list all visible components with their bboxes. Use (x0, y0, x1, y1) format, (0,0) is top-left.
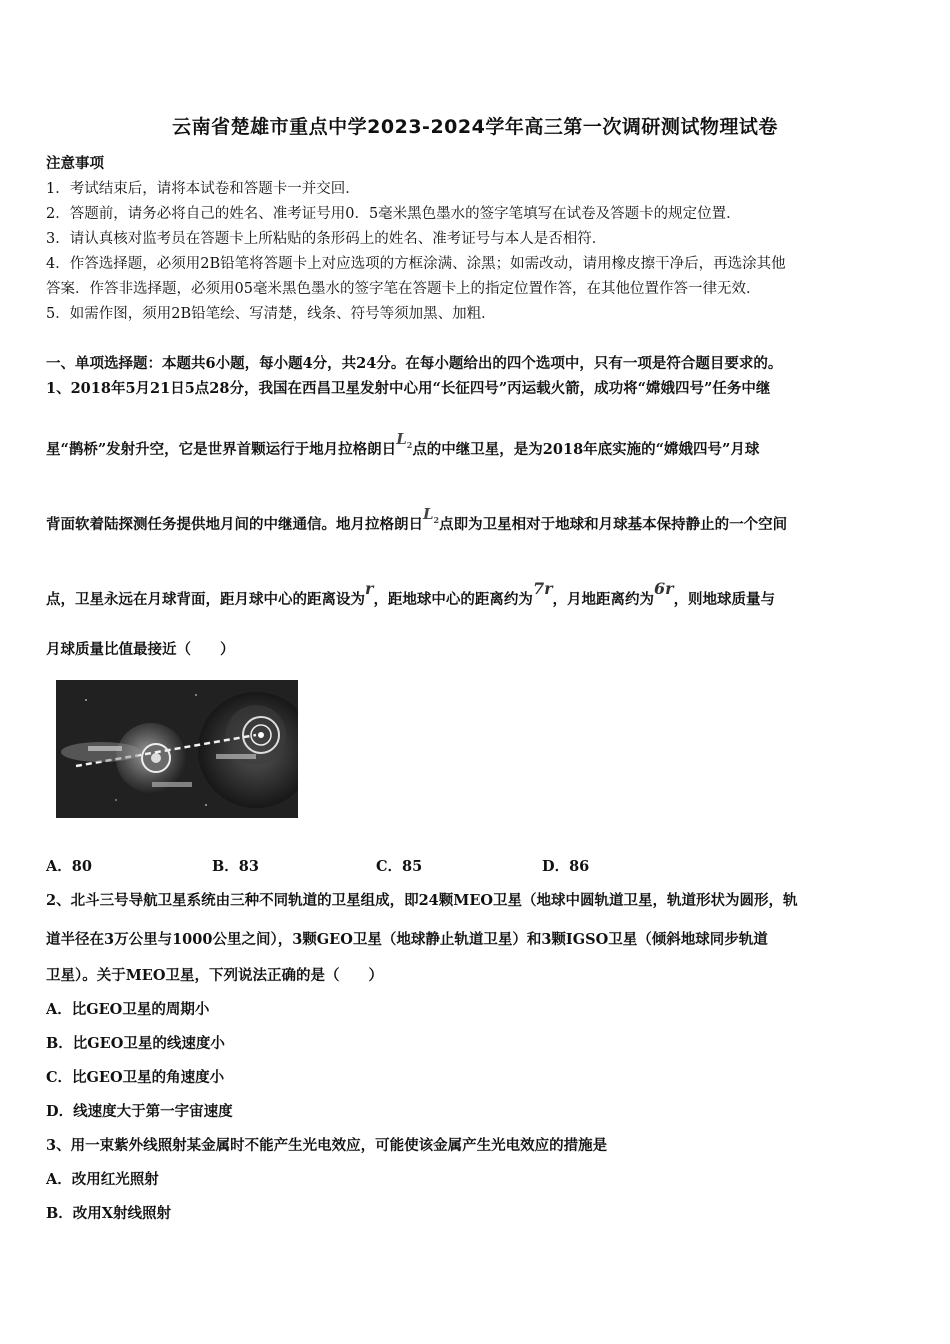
option-c[interactable]: C．85 (376, 858, 423, 875)
q1-text: 点，卫星永远在月球背面，距月球中心的距离设为r，距地球中心的距离约为7r，月地距离约为6r，则地球质量与 (46, 579, 776, 608)
notice-item: 4．作答选择题，必须用2B铅笔将答题卡上对应选项的方框涂满、涂黑；如需改动，请用橡皮擦干净后，再选涂其他 (46, 256, 786, 272)
notice-item: 3．请认真核对监考员在答题卡上所粘贴的条形码上的姓名、准考证号与本人是否相符． (46, 231, 607, 247)
option-b[interactable]: B．改用X射线照射 (46, 1205, 172, 1222)
exam-title: 云南省楚雄市重点中学2023-2024学年高三第一次调研测试物理试卷 (172, 116, 778, 138)
option-c[interactable]: C．比GEO卫星的角速度小 (46, 1069, 225, 1086)
option-a[interactable]: A．80 (46, 858, 92, 875)
option-b[interactable]: B．比GEO卫星的线速度小 (46, 1035, 225, 1052)
option-a[interactable]: A．比GEO卫星的周期小 (46, 1001, 210, 1018)
lagrange-symbol: $L_2$ (423, 505, 440, 525)
q2-text: 道半径在3万公里与1000公里之间），3颗GEO卫星（地球静止轨道卫星）和3颗IGSO卫星（倾斜地球同步轨道 (46, 931, 768, 948)
q1-text: 月球质量比值最接近（ ） (46, 641, 235, 658)
symbol-r: r (365, 579, 374, 598)
q3-text: 3、用一束紫外线照射某金属时不能产生光电效应，可能使该金属产生光电效应的措施是 (46, 1137, 608, 1154)
q1-text: 背面软着陆探测任务提供地月间的中继通信。地月拉格朗日$L_2$点即为卫星相对于地球和月球基本保持静止的一个空间 (46, 505, 788, 533)
notice-item: 1．考试结束后，请将本试卷和答题卡一并交回． (46, 181, 360, 197)
satellite-photo (56, 680, 298, 818)
notice-item: 2．答题前，请务必将自己的姓名、准考证号用0．5毫米黑色墨水的签字笔填写在试卷及答题卡的规定位置． (46, 206, 741, 222)
notice-item: 5．如需作图，须用2B铅笔绘、写清楚，线条、符号等须加黑、加粗． (46, 306, 496, 322)
option-a[interactable]: A．改用红光照射 (46, 1171, 159, 1188)
q2-text: 2、北斗三号导航卫星系统由三种不同轨道的卫星组成，即24颗MEO卫星（地球中圆轨道卫星，轨道形状为圆形，轨 (46, 892, 798, 909)
symbol-6r: 6r (654, 579, 674, 598)
q1-text: 星“鹊桥”发射升空，它是世界首颗运行于地月拉格朗日$L_2$点的中继卫星，是为2018年底实施的“嫦娥四号”月球 (46, 430, 760, 458)
option-b[interactable]: B．83 (212, 858, 259, 875)
lagrange-symbol: $L_2$ (396, 430, 413, 450)
notice-item: 答案．作答非选择题，必须用05毫米黑色墨水的签字笔在答题卡上的指定位置作答，在其他位置作答一律无效． (46, 281, 761, 297)
notice-heading: 注意事项 (46, 155, 104, 172)
q1-text: 1、2018年5月21日5点28分，我国在西昌卫星发射中心用“长征四号”丙运载火箭，成功将“嫦娥四号”任务中继 (46, 380, 771, 397)
section-heading: 一、单项选择题：本题共6小题，每小题4分，共24分。在每小题给出的四个选项中，只有一项是符合题目要求的。 (46, 355, 783, 372)
option-d[interactable]: D．86 (542, 858, 590, 875)
q2-text: 卫星）。关于MEO卫星，下列说法正确的是（ ） (46, 967, 383, 984)
symbol-7r: 7r (532, 579, 553, 598)
option-d[interactable]: D．线速度大于第一宇宙速度 (46, 1103, 233, 1120)
